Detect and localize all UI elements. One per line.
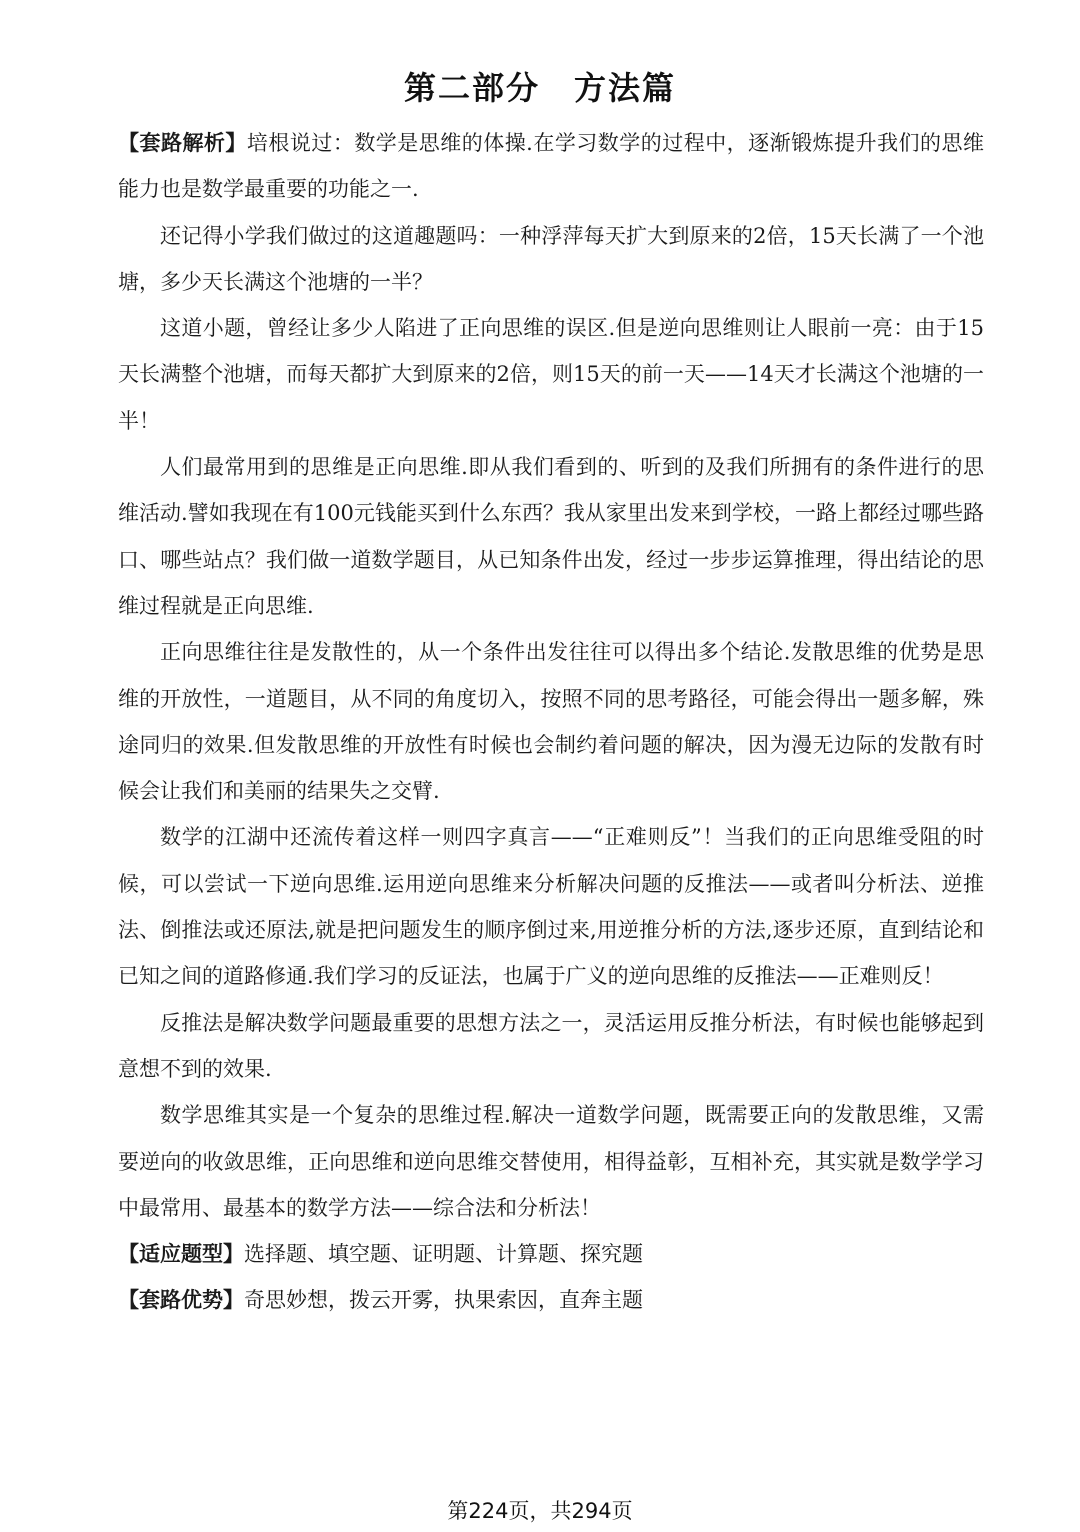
paragraph-6: 反推法是解决数学问题最重要的思想方法之一，灵活运用反推分析法，有时候也能够起到意想不到的效果.	[118, 1010, 984, 1081]
paragraph-2: 这道小题，曾经让多少人陷进了正向思维的误区.但是逆向思维则让人眼前一亮：由于15天长满整个池塘，而每天都扩大到原来的2倍，则15天的前一天——14天才长满这个池塘的一半！	[118, 316, 984, 433]
paragraph-1: 还记得小学我们做过的这道趣题吗：一种浮萍每天扩大到原来的2倍，15天长满了一个池塘，多少天长满这个池塘的一半？	[118, 223, 984, 294]
paragraph-5: 数学的江湖中还流传着这样一则四字真言——“正难则反”！当我们的正向思维受阻的时候，可以尝试一下逆向思维.运用逆向思维来分析解决问题的反推法——或者叫分析法、逆推法、倒推法或还原法,就是把问题发生的顺序倒过来,用逆推分析的方法,逐步还原，直到结论和已知之间的道路修通.我们学习的反证法，也属于广义的逆向思维的反推法——正难则反！	[118, 825, 984, 989]
paragraph-7: 数学思维其实是一个复杂的思维过程.解决一道数学问题，既需要正向的发散思维，又需要逆向的收敛思维，正向思维和逆向思维交替使用，相得益彰，互相补充，其实就是数学学习中最常用、最基本的数学方法——综合法和分析法！	[118, 1103, 984, 1220]
types-tag: 【适应题型】	[118, 1242, 244, 1267]
paragraph-3: 人们最常用到的思维是正向思维.即从我们看到的、听到的及我们所拥有的条件进行的思维活动.譬如我现在有100元钱能买到什么东西？我从家里出发来到学校，一路上都经过哪些路口、哪些站点？我们做一道数学题目，从已知条件出发，经过一步步运算推理，得出结论的思维过程就是正向思维.	[118, 455, 984, 618]
page-title: 第二部分 方法篇	[403, 69, 676, 107]
analysis-text: 培根说过：数学是思维的体操.在学习数学的过程中，逐渐锻炼提升我们的思维能力也是数学最重要的功能之一.	[118, 131, 984, 202]
types-text: 选择题、填空题、证明题、计算题、探究题	[244, 1242, 643, 1267]
types-paragraph	[118, 1231, 984, 1277]
advantage-paragraph	[118, 1277, 984, 1323]
advantage-tag: 【套路优势】	[118, 1288, 244, 1313]
advantage-text: 奇思妙想，拨云开雾，执果索因，直奔主题	[244, 1288, 643, 1313]
analysis-paragraph	[118, 120, 984, 213]
page-number: 第224页，共294页	[447, 1499, 633, 1523]
analysis-tag: 【套路解析】	[118, 131, 247, 155]
document-body	[118, 120, 984, 1324]
paragraph-4: 正向思维往往是发散性的，从一个条件出发往往可以得出多个结论.发散思维的优势是思维的开放性，一道题目，从不同的角度切入，按照不同的思考路径，可能会得出一题多解，殊途同归的效果.但发散思维的开放性有时候也会制约着问题的解决，因为漫无边际的发散有时候会让我们和美丽的结果失之交臂.	[118, 640, 984, 804]
